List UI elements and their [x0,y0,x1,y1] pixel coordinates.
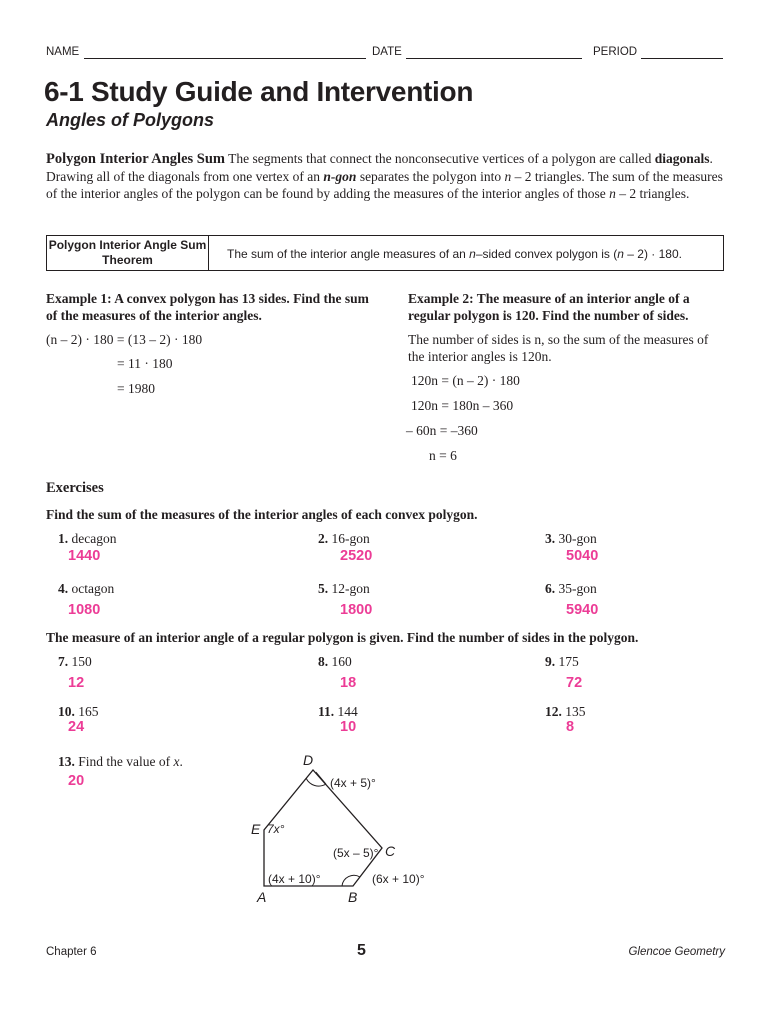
name-label: NAME [46,46,80,58]
intro-lead: Polygon Interior Angles Sum [46,151,225,167]
footer-book: Glencoe Geometry [628,946,725,958]
intro-text-3: separates the polygon into [356,169,505,184]
period-blank[interactable] [641,58,723,59]
intro-var-n: n [504,169,512,184]
problem-7: 7. 150 [58,654,92,669]
answer-5: 1800 [340,602,373,618]
theorem-name: Polygon Interior Angle Sum Theorem [47,236,209,270]
theorem-statement: The sum of the interior angle measures of an n–sided convex polygon is (n – 2) · 180. [227,247,682,261]
answer-4: 1080 [68,602,101,618]
angle-label-a: (4x + 10)° [268,872,321,886]
problem-13: 13. Find the value of x. [58,754,183,769]
date-blank[interactable] [406,58,582,59]
vertex-b: B [348,889,358,905]
problem-9: 9. 175 [545,654,579,669]
problem-3: 3. 30-gon [545,531,597,546]
intro-var-n-2: n [609,186,616,201]
answer-1: 1440 [68,548,101,564]
term-ngon: n-gon [323,169,357,184]
name-blank[interactable] [84,58,366,59]
angle-label-d: (4x + 5)° [330,776,376,790]
term-diagonals: diagonals [654,151,710,166]
example-2-step-4: n = 6 [429,448,457,463]
example-1-heading [46,290,376,324]
exercises-instruction-1: Find the sum of the measures of the interior angles of each convex polygon. [46,507,478,522]
answer-2: 2520 [340,548,373,564]
answer-7: 12 [68,675,85,691]
vertex-d: D [303,752,314,768]
example-2-label: Example 2: [408,291,474,306]
theorem-box [46,235,724,271]
example-1-step-1: (n – 2) · 180 = (13 – 2) · 180 [46,332,203,347]
problem-1: 1. decagon [58,531,117,546]
intro-text-2: . Drawing all of the diagonals from one vertex of an [46,151,713,184]
date-label: DATE [372,46,402,58]
answer-12: 8 [566,719,575,735]
angle-label-b: (6x + 10)° [372,872,425,886]
example-1-question: A convex polygon has 13 sides. Find the sum of the measures of the interior angles. [46,291,369,323]
problem-5: 5. 12-gon [318,581,370,596]
example-1-label: Example 1: [46,291,112,306]
problem-10: 10. 165 [58,704,99,719]
intro-text-4: – 2 triangles. The sum of the measures of the interior angles of the polygon can be found by adding the measures of the interior angles of those [46,169,723,201]
example-2-question: The measure of an interior angle of a regular polygon is 120. Find the number of sides. [408,291,690,323]
example-1-step-2: = 11 · 180 [117,356,173,371]
answer-9: 72 [566,675,583,691]
problem-2: 2. 16-gon [318,531,370,546]
example-2-heading [408,290,728,324]
vertex-a: A [257,889,267,905]
example-2-step-1: 120n = (n – 2) · 180 [411,373,520,388]
intro-paragraph [46,150,726,202]
exercises-instruction-2: The measure of an interior angle of a regular polygon is given. Find the number of sides in the polygon. [46,630,639,645]
footer-chapter: Chapter 6 [46,946,97,958]
example-1-step-3: = 1980 [117,381,155,396]
answer-6: 5940 [566,602,599,618]
example-2-step-2: 120n = 180n – 360 [411,398,514,413]
answer-8: 18 [340,675,357,691]
example-2-step-3: – 60n = –360 [406,423,478,438]
example-2-description: The number of sides is n, so the sum of the measures of the interior angles is 120n. [408,332,709,364]
angle-arrow-d [316,772,326,784]
page-subtitle: Angles of Polygons [46,110,215,130]
period-label: PERIOD [593,46,638,58]
answer-11: 10 [340,719,357,735]
problem-11: 11. 144 [318,704,358,719]
intro-text-5: – 2 triangles. [615,186,690,201]
angle-label-e: 7x° [267,822,285,836]
problem-4: 4. octagon [58,581,115,596]
vertex-e: E [251,821,261,837]
problem-12: 12. 135 [545,704,586,719]
pentagon-figure [240,750,460,910]
problem-8: 8. 160 [318,654,352,669]
exercises-title: Exercises [46,480,104,496]
page-number: 5 [357,942,366,959]
answer-10: 24 [68,719,85,735]
vertex-c: C [385,843,396,859]
intro-text-1: The segments that connect the nonconsecutive vertices of a polygon are called [224,151,655,166]
angle-label-c: (5x – 5)° [333,846,379,860]
answer-13: 20 [68,773,85,789]
problem-6: 6. 35-gon [545,581,597,596]
answer-3: 5040 [566,548,599,564]
page-title: 6-1 Study Guide and Intervention [44,76,474,107]
